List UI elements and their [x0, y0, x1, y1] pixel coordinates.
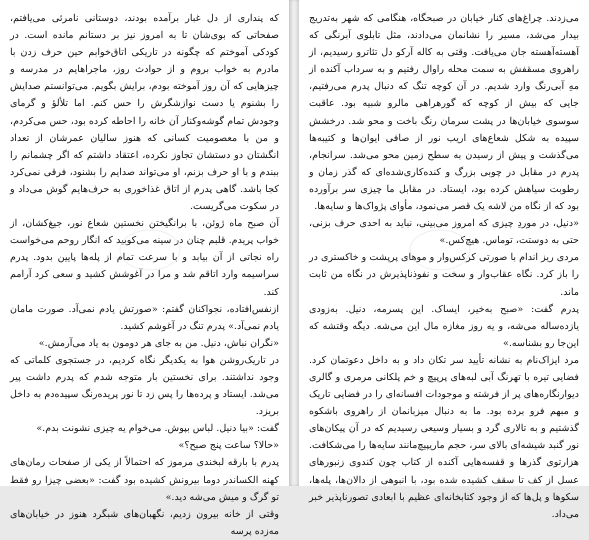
left-paragraph: گفت: «بیا دنیل. لباس بپوش. می‌خوام یه چیزی نشونت بدم.»: [36, 423, 279, 435]
left-paragraph: وقتی از خانه بیرون زدیم، نگهبان‌های شبگرد هنوز در خیابان‌های مه‌زده پرسه: [10, 508, 279, 537]
left-paragraph: که پنداری از دل غبار برآمده بودند، دوستانی نامرئی می‌یافتم، صفحاتی که بوی‌شان تا به امروز نیز بر دستانم مانده است. در کودکی آموختم که چگونه در تاریکی اتاق‌خوابم حین حرف زدن با مادرم به خواب بروم و از حوادث روز، ماجراهایم در مدرسه و چیزهایی که آن روز آموخته بودم، برایش بگویم. می‌توانستم صدایش را بشنوم یا دست نوازشگرش را حس کنم. اما تلألؤ و گرمای وجودش تمام گوشه‌وکنار آن خانه را احاطه کرده بود، حس می‌کردم، و من با معصومیت کسانی که هنوز سالیان عمرشان از تعداد انگشتان دو دستشان تجاوز نکرده، اعتقاد داشتم که اگر چشمانم را ببندم و با او حرف بزنم، او می‌تواند صدایم را بشنود، فرقی نمی‌کرد کجا باشد. گاهی پدرم از اتاق غذاخوری به حرف‌هایم گوش می‌داد و در سکوت می‌گریست.: [10, 13, 279, 213]
left-page-text: [10, 10, 279, 540]
left-paragraph: «نگران نباش، دنیل. من به جای هر دومون به یاد می‌آرمش.»: [38, 337, 279, 349]
left-paragraph: آن صبح ماه ژوئن، با برانگیختن نخستین شعاع نور، جیغ‌کشان، از خواب پریدم. قلبم چنان در سینه می‌کوبید که انگار روحم می‌خواست راه نجاتی از آن بیابد و با سرعت تمام از پله‌ها پایین بدود. پدرم سراسیمه وارد اتاقم شد و مرا در آغوشش کشید و سعی کرد آرامم کند.: [10, 218, 279, 298]
book-gutter: [289, 0, 299, 486]
left-paragraph: در تاریک‌روشن هوا به یکدیگر نگاه کردیم، در جستجوی کلماتی که وجود نداشتند. برای نخستین بار متوجه شدم که پدرم داشت پیر می‌شد. ایستاد و پرده‌ها را پس زد تا نور پریده‌رنگ سپیده‌دم به داخل بریزد.: [10, 354, 279, 418]
right-paragraph: «دنیل، در موردِ چیزی که امروز می‌بینی، نباید به احدی حرف بزنی، حتی به دوستت، توماس. هیچ‌کس.»: [309, 218, 579, 247]
left-page: [0, 0, 289, 537]
right-paragraph: پدرم گفت: «صبح به‌خیر، ایساک. این پسرمه، دنیل. به‌زودی یازده‌ساله می‌شه، و یه روز مغازه مال این می‌شه. دیگه وقتشه که این‌جا رو بشناسه.»: [309, 303, 579, 349]
left-paragraph: پدرم با بارقه لبخندی مرموز که احتمالاً از یکی از صفحات رمان‌های کهنه الکساندر دوما بیرونش کشیده بود گفت: «بعضی چیزا رو فقط تو گرگ و میش می‌شه دید.»: [10, 457, 279, 503]
left-paragraph: ازنفس‌افتاده، نجواکنان گفتم: «صورتش یادم نمی‌آد. صورت مامان یادم نمی‌آد.» پدرم تنگ در آغوشم کشید.: [10, 303, 279, 332]
right-page: [299, 0, 589, 520]
left-paragraph: «حالا؟ ساعت پنج صبح؟»: [178, 440, 279, 452]
right-page-text: [309, 10, 579, 523]
right-paragraph: مردی ریز اندام با صورتی کرکس‌وار و موهای پرپشت و خاکستری در را باز کرد. نگاه عقاب‌وار و سخت و نفوذناپذیرش در نگاه من ثابت ماند.: [309, 252, 579, 298]
right-paragraph: مرد ایزاک‌نام به نشانه تأیید سر تکان داد و به داخل دعوتمان کرد. فضایی تیره با تهرنگ آبی لبه‌های پرپیچ و خم پلکانی مرمری و گالری دیوارنگاره‌های پر از فرشته و موجودات افسانه‌ای را در فضایی تاریک و مبهم فرو برده بود. ما به دنبال میزبانمان از راهروی باشکوه گذشتیم و به تالاری گرد و بسیار وسیعی رسیدیم که در آن پیکان‌های نور گنبد شیشه‌ای بالای سر، حجم ماریپیچ‌مانند سایه‌ها را می‌شکافت. هزارتوی گذرها و قفسه‌هایی آکنده از کتاب چون کندوی زنبورهای عسل از کف تا سقف کشیده شده بود، با انبوهی از دالان‌ها، پله‌ها، سکوها و پل‌ها که از وجود کتابخانه‌ای عظیم با ابعادی تصورناپذیر خبر می‌داد.: [309, 354, 579, 520]
right-paragraph: می‌زدند. چراغ‌های کنار خیابان در صبحگاه، هنگامی که شهر به‌تدریج بیدار می‌شد، مسیر را نشانمان می‌دادند، مثل تابلوی آبرنگی که آهسته‌آهسته جان می‌یافت. وقتی به کاله آرکو دل تئاترو رسیدیم، از راهروی مسقفش به سمت محله راوال رفتیم و به سرداب آکنده از مهِ آبی‌رنگ وارد شدیم. در آن کوچه تنگ که دنبال پدرم می‌رفتیم، جایی که بیش از کوچه که گورهراهی مالرو شبیه بود. عاقبت سوسوی خیابان‌ها در پشت سرمان رنگ باخت و محو شد. درخشش سپیده به شکل شعاع‌های اریب نور از صافی ایوان‌ها و کتیبه‌ها می‌گذشت و پیش از رسیدن به سطح زمین محو می‌شد. سرانجام، پدرم در مقابل در چوبی بزرگ و کنده‌کاری‌شده‌ای که گذر زمان و رطوبت سیاهش کرده بود، ایستاد. در مقابل ما چیزی سر برآورده بود که از نگاه من لاشه یک قصر می‌نمود، مأوای پژواک‌ها و سایه‌ها.: [309, 13, 579, 213]
